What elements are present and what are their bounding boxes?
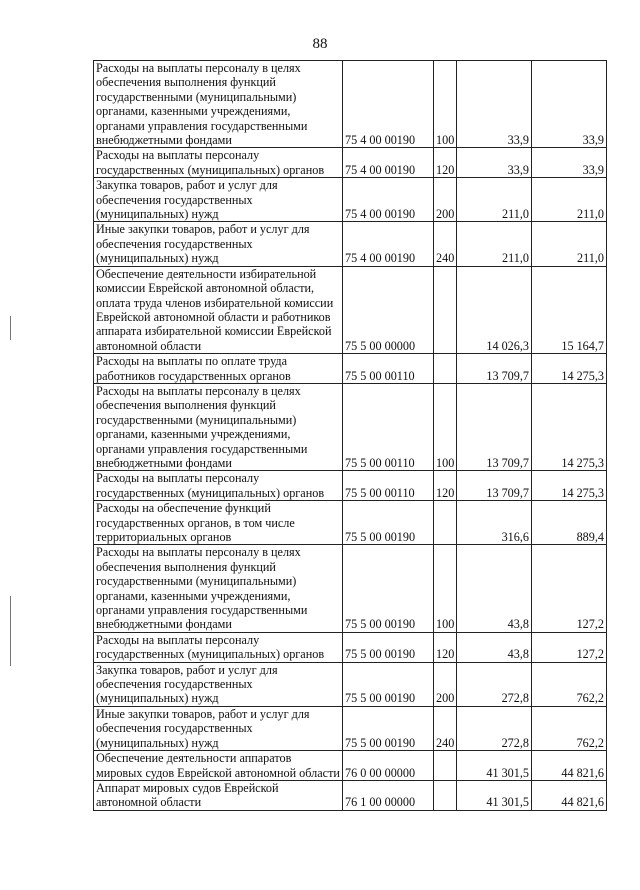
row-name-cell: Закупка товаров, работ и услуг для обеспечения государственных (муниципальных) нужд (94, 178, 343, 222)
row-value-2-cell: 14 275,3 (532, 354, 607, 384)
row-value-1-cell: 41 301,5 (457, 780, 532, 810)
row-code-cell: 75 4 00 00190 (343, 222, 434, 266)
row-vr-cell: 200 (434, 662, 457, 706)
row-name-cell: Иные закупки товаров, работ и услуг для обеспечения государственных (муниципальных) нужд (94, 706, 343, 750)
row-value-2-cell: 44 821,6 (532, 751, 607, 781)
table-row (94, 471, 607, 501)
row-name-cell: Расходы на обеспечение функций государственных органов, в том числе территориальных органов (94, 501, 343, 545)
row-value-2-cell: 762,2 (532, 662, 607, 706)
row-vr-cell: 120 (434, 148, 457, 178)
table-row (94, 751, 607, 781)
row-name-cell: Иные закупки товаров, работ и услуг для обеспечения государственных (муниципальных) нужд (94, 222, 343, 266)
table-row (94, 662, 607, 706)
row-vr-cell (434, 780, 457, 810)
table-row (94, 632, 607, 662)
row-name-cell: Расходы на выплаты персоналу в целях обеспечения выполнения функций государственными (муниципальными) органами, казенными учреждениями, органами управления государственными внебюджетными фондами (94, 61, 343, 148)
table-row (94, 266, 607, 353)
row-value-1-cell: 211,0 (457, 222, 532, 266)
row-code-cell: 75 4 00 00190 (343, 148, 434, 178)
row-value-1-cell: 272,8 (457, 706, 532, 750)
row-value-2-cell: 211,0 (532, 178, 607, 222)
row-vr-cell: 240 (434, 706, 457, 750)
table-row (94, 706, 607, 750)
row-value-2-cell: 33,9 (532, 61, 607, 148)
row-vr-cell (434, 501, 457, 545)
row-code-cell: 75 5 00 00110 (343, 354, 434, 384)
row-vr-cell: 100 (434, 61, 457, 148)
row-value-2-cell: 889,4 (532, 501, 607, 545)
table-row (94, 148, 607, 178)
row-vr-cell: 240 (434, 222, 457, 266)
row-value-1-cell: 33,9 (457, 61, 532, 148)
row-value-2-cell: 33,9 (532, 148, 607, 178)
row-vr-cell: 120 (434, 632, 457, 662)
row-code-cell: 75 5 00 00190 (343, 662, 434, 706)
row-value-2-cell: 211,0 (532, 222, 607, 266)
table-row (94, 61, 607, 148)
row-value-1-cell: 13 709,7 (457, 471, 532, 501)
row-name-cell: Расходы на выплаты персоналу в целях обеспечения выполнения функций государственными (муниципальными) органами, казенными учреждениями, органами управления государственными внебюджетными фондами (94, 545, 343, 632)
row-value-2-cell: 14 275,3 (532, 471, 607, 501)
row-code-cell: 75 5 00 00000 (343, 266, 434, 353)
table-row (94, 178, 607, 222)
table-row (94, 383, 607, 470)
table-row (94, 501, 607, 545)
row-name-cell: Закупка товаров, работ и услуг для обеспечения государственных (муниципальных) нужд (94, 662, 343, 706)
row-name-cell: Расходы на выплаты персоналу государственных (муниципальных) органов (94, 148, 343, 178)
row-vr-cell: 100 (434, 545, 457, 632)
row-code-cell: 76 0 00 00000 (343, 751, 434, 781)
row-value-1-cell: 316,6 (457, 501, 532, 545)
row-code-cell: 75 5 00 00190 (343, 706, 434, 750)
row-value-1-cell: 14 026,3 (457, 266, 532, 353)
table-row (94, 354, 607, 384)
row-name-cell: Обеспечение деятельности избирательной комиссии Еврейской автономной области, оплата труда членов избирательной комиссии Еврейской автономной области и работников аппарата избирательной комиссии Еврейской автономной области (94, 266, 343, 353)
row-value-2-cell: 127,2 (532, 545, 607, 632)
row-value-1-cell: 211,0 (457, 178, 532, 222)
row-name-cell: Аппарат мировых судов Еврейской автономной области (94, 780, 343, 810)
table-row (94, 222, 607, 266)
row-vr-cell (434, 266, 457, 353)
scan-mark (10, 596, 11, 666)
row-value-2-cell: 44 821,6 (532, 780, 607, 810)
row-code-cell: 75 4 00 00190 (343, 178, 434, 222)
row-value-1-cell: 41 301,5 (457, 751, 532, 781)
row-code-cell: 75 5 00 00110 (343, 383, 434, 470)
row-code-cell: 75 5 00 00190 (343, 632, 434, 662)
row-value-2-cell: 762,2 (532, 706, 607, 750)
row-vr-cell: 200 (434, 178, 457, 222)
row-value-2-cell: 127,2 (532, 632, 607, 662)
row-code-cell: 75 5 00 00110 (343, 471, 434, 501)
row-value-2-cell: 15 164,7 (532, 266, 607, 353)
row-value-1-cell: 13 709,7 (457, 354, 532, 384)
row-name-cell: Расходы на выплаты персоналу государственных (муниципальных) органов (94, 632, 343, 662)
table-row (94, 545, 607, 632)
row-vr-cell (434, 751, 457, 781)
row-code-cell: 75 5 00 00190 (343, 545, 434, 632)
row-code-cell: 75 4 00 00190 (343, 61, 434, 148)
row-value-1-cell: 43,8 (457, 632, 532, 662)
row-code-cell: 75 5 00 00190 (343, 501, 434, 545)
row-vr-cell: 120 (434, 471, 457, 501)
row-name-cell: Расходы на выплаты по оплате труда работников государственных органов (94, 354, 343, 384)
page-number: 88 (312, 36, 328, 52)
row-name-cell: Расходы на выплаты персоналу государственных (муниципальных) органов (94, 471, 343, 501)
row-value-2-cell: 14 275,3 (532, 383, 607, 470)
row-value-1-cell: 33,9 (457, 148, 532, 178)
row-value-1-cell: 13 709,7 (457, 383, 532, 470)
row-vr-cell (434, 354, 457, 384)
budget-table-body (94, 61, 607, 811)
row-value-1-cell: 272,8 (457, 662, 532, 706)
row-name-cell: Расходы на выплаты персоналу в целях обеспечения выполнения функций государственными (муниципальными) органами, казенными учреждениями, органами управления государственными внебюджетными фондами (94, 383, 343, 470)
budget-table (93, 60, 607, 811)
row-vr-cell: 100 (434, 383, 457, 470)
table-row (94, 780, 607, 810)
row-value-1-cell: 43,8 (457, 545, 532, 632)
scan-mark (10, 316, 11, 340)
row-code-cell: 76 1 00 00000 (343, 780, 434, 810)
row-name-cell: Обеспечение деятельности аппаратов мировых судов Еврейской автономной области (94, 751, 343, 781)
